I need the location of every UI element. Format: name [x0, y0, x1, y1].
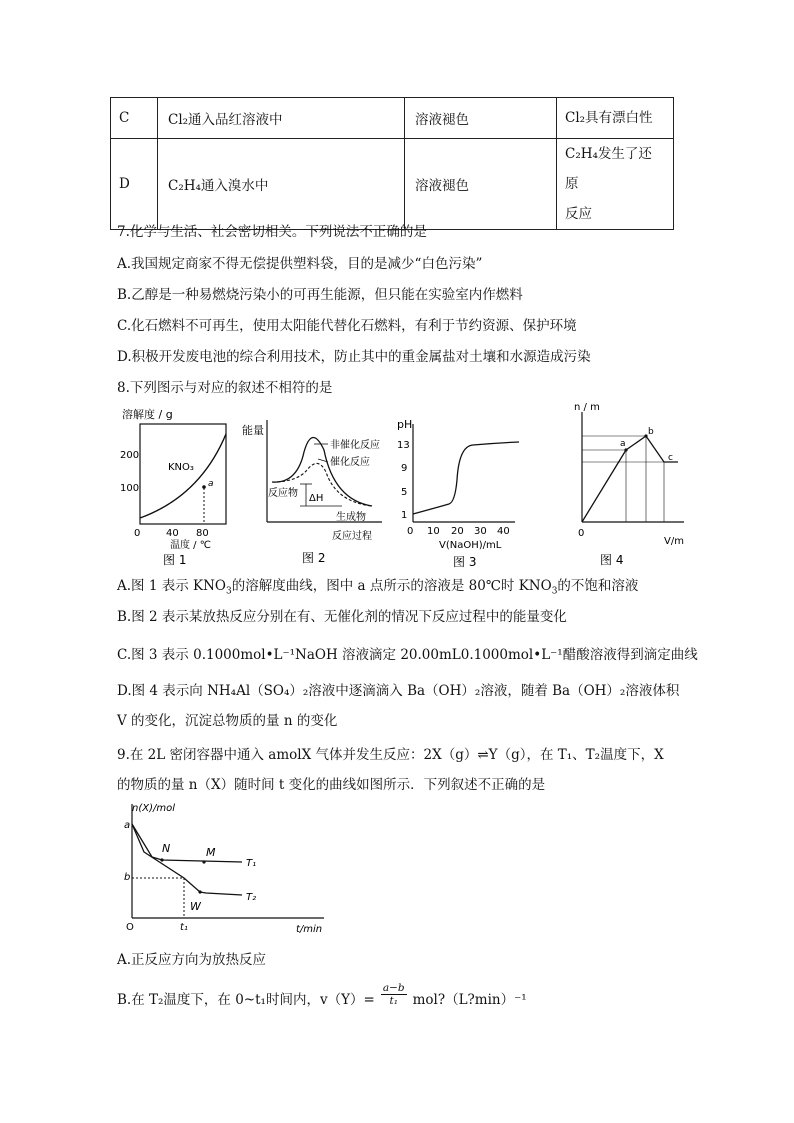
svg-text:c: c: [668, 453, 673, 463]
svg-text:20: 20: [451, 526, 464, 537]
q8-stem: 8.下列图示与对应的叙述不相符的是: [117, 380, 333, 396]
svg-text:n / m: n / m: [574, 402, 600, 413]
operation-cell: C₂H₄通入溴水中: [158, 139, 405, 230]
figure-1: [118, 402, 238, 570]
svg-text:n(X)/mol: n(X)/mol: [132, 803, 175, 814]
svg-text:200: 200: [120, 450, 140, 461]
fraction: $\frac{a-b}{\text{t₁}}$: [382, 982, 405, 1007]
svg-text:O: O: [126, 922, 134, 933]
svg-text:10: 10: [427, 526, 440, 537]
q9-figure: [118, 800, 334, 940]
t1-curve: [132, 824, 242, 862]
q9-stem-line1: 9.在 2L 密闭容器中通入 amolX 气体并发生反应：2X（g）⇌Y（g），在 T₁、T₂温度下，X: [117, 747, 664, 763]
q8-option-a: A.图 1 表示 $KNO_3$的溶解度曲线，图中 a 点所示的溶液是 80℃时 $KNO_3$的不饱和溶液: [117, 578, 639, 597]
svg-text:非催化反应: 非催化反应: [330, 440, 380, 451]
svg-text:W: W: [190, 900, 201, 913]
row-label: D: [111, 139, 158, 230]
row-label: C: [111, 98, 158, 139]
fig1-ylabel: 溶解度 / g: [122, 408, 173, 421]
q7-option-c: C.化石燃料不可再生，使用太阳能代替化石燃料，有利于节约资源、保护环境: [117, 318, 577, 334]
svg-text:b: b: [124, 872, 131, 883]
q8-option-c: C.图 3 表示 0.1000mol•L⁻¹NaOH 溶液滴定 20.00mL0.1000mol•L⁻¹醋酸溶液得到滴定曲线: [117, 647, 698, 663]
q9-option-b: B.在 T₂温度下，在 0~t₁时间内，v（Y）= $\frac{a-b}{\text{t₁}}$ mol?（L?min）⁻¹: [117, 982, 527, 1008]
conclusion-cell: Cl₂具有漂白性: [557, 98, 674, 139]
svg-text:b: b: [648, 427, 654, 437]
table-row: [111, 139, 674, 230]
svg-text:V/m: V/m: [664, 536, 684, 547]
svg-text:100: 100: [120, 483, 140, 494]
conclusion-line: 反应: [565, 206, 592, 222]
svg-text:反应过程: 反应过程: [332, 531, 372, 542]
svg-text:a: a: [208, 479, 214, 489]
kno3-curve: [140, 434, 226, 518]
phenomenon-cell: 溶液褪色: [405, 139, 557, 230]
fig4-caption: 图 4: [600, 553, 624, 567]
svg-text:1: 1: [401, 510, 408, 521]
svg-text:生成物: 生成物: [336, 512, 366, 523]
conclusion-line: C₂H₄发生了还原: [565, 146, 652, 192]
q7-option-d: D.积极开发废电池的综合利用技术，防止其中的重金属盐对土壤和水源造成污染: [117, 349, 591, 365]
conclusion-cell: [557, 139, 674, 230]
svg-text:80: 80: [196, 528, 209, 539]
svg-text:0: 0: [578, 528, 585, 539]
fig1-caption: 图 1: [163, 553, 187, 567]
svg-text:40: 40: [166, 528, 179, 539]
svg-text:5: 5: [401, 487, 408, 498]
titration-curve: [413, 442, 519, 514]
svg-text:催化反应: 催化反应: [330, 457, 370, 468]
svg-text:M: M: [206, 846, 216, 859]
svg-text:V(NaOH)/mL: V(NaOH)/mL: [439, 540, 502, 551]
q8-option-b: B.图 2 表示某放热反应分别在有、无催化剂的情况下反应过程中的能量变化: [117, 609, 567, 625]
svg-text:13: 13: [397, 440, 410, 451]
svg-text:40: 40: [497, 526, 510, 537]
q7-option-b: B.乙醇是一种易燃烧污染小的可再生能源，但只能在实验室内作燃料: [117, 287, 523, 303]
figure-4: [568, 398, 692, 570]
svg-text:9: 9: [401, 463, 408, 474]
svg-text:T₂: T₂: [246, 892, 257, 903]
svg-text:t/min: t/min: [296, 924, 323, 935]
svg-text:N: N: [162, 842, 171, 855]
svg-text:ΔH: ΔH: [309, 493, 324, 504]
svg-text:30: 30: [474, 526, 487, 537]
svg-text:能量: 能量: [242, 424, 264, 437]
svg-text:0: 0: [134, 528, 141, 539]
svg-text:T₁: T₁: [246, 858, 257, 869]
fig3-caption: 图 3: [453, 555, 477, 569]
q8-option-d-line2: V 的变化，沉淀总物质的量 n 的变化: [117, 713, 338, 729]
fig2-caption: 图 2: [302, 551, 326, 565]
table-row: [111, 98, 674, 139]
q8-option-d-line1: D.图 4 表示向 NH₄Al（SO₄）₂溶液中逐滴滴入 Ba（OH）₂溶液，随着 Ba（OH）₂溶液体积: [117, 683, 680, 699]
operation-cell: Cl₂通入品红溶液中: [158, 98, 405, 139]
svg-text:反应物: 反应物: [268, 488, 298, 499]
q7-option-a: A.我国规定商家不得无偿提供塑料袋，目的是减少“白色污染”: [117, 256, 483, 272]
svg-text:a: a: [124, 820, 131, 831]
q7-stem: 7.化学与生活、社会密切相关。下列说法不正确的是: [117, 224, 427, 240]
t2-curve: [132, 824, 242, 895]
svg-text:t₁: t₁: [180, 922, 188, 933]
precipitate-line: [582, 436, 678, 522]
svg-text:0: 0: [407, 526, 414, 537]
figure-2: [242, 412, 392, 570]
q9-stem-line2: 的物质的量 n（X）随时间 t 变化的曲线如图所示．下列叙述不正确的是: [117, 777, 546, 793]
svg-text:KNO₃: KNO₃: [168, 462, 194, 473]
svg-text:pH: pH: [397, 418, 413, 431]
phenomenon-cell: 溶液褪色: [405, 98, 557, 139]
q9-option-a: A.正反应方向为放热反应: [117, 952, 267, 968]
experiment-table: [110, 97, 674, 230]
svg-text:温度 / ℃: 温度 / ℃: [170, 540, 211, 551]
figure-3: [395, 410, 535, 570]
svg-text:a: a: [620, 439, 626, 449]
